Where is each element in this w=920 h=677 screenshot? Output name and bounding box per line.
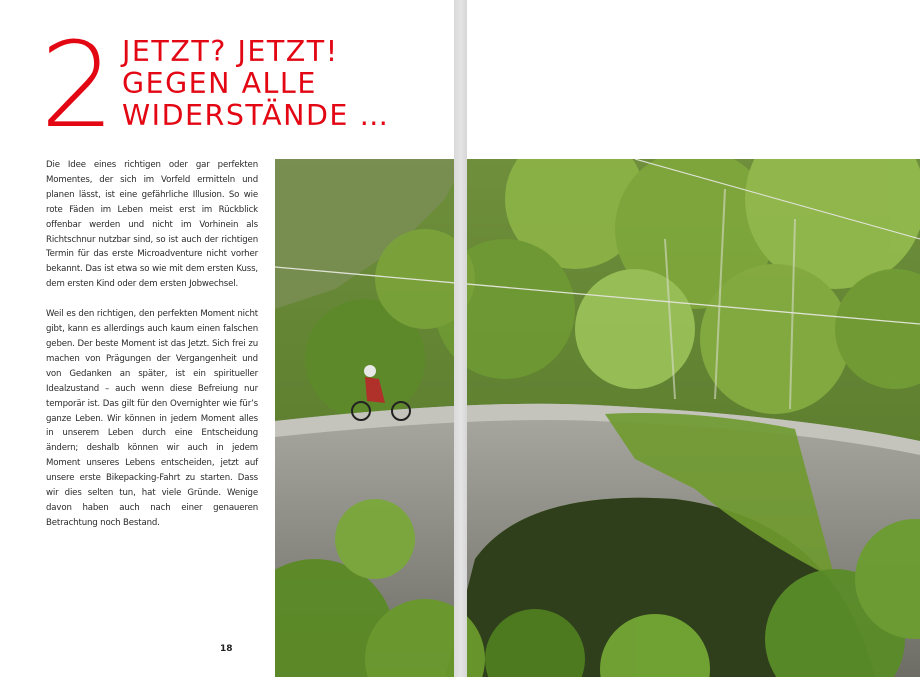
stone-bridge-photo	[275, 159, 920, 677]
body-text	[46, 158, 258, 546]
chapter-number: 2	[40, 16, 114, 154]
photo-illustration	[275, 159, 920, 677]
paragraph-2: Weil es den richtigen, den perfekten Moment nicht gibt, kann es allerdings auch kaum einen falschen geben. Der beste Moment ist das Jetzt. Sich frei zu machen von Prägungen der Vergangenheit und von Gedanken an später, ist ein spiritueller Idealzustand – auch wenn diese Befreiung nur temporär ist. Das gilt für den Overnighter wie für’s ganze Leben. Wir können in jedem Moment alles in unserem Leben durch eine Entscheidung ändern; deshalb können wir auch in jedem Moment unseres Lebens entscheiden, jetzt auf unsere erste Bikepacking-Fahrt zu starten. Dass wir dies selten tun, hat viele Gründe. Wenige davon haben auch nach einer genaueren Betrachtung noch Bestand.	[46, 309, 258, 528]
chapter-title-line-2: GEGEN ALLE	[122, 67, 317, 100]
page-gutter	[454, 0, 467, 677]
paragraph-1: Die Idee eines richtigen oder gar perfekten Momentes, der sich im Vorfeld ermitteln und planen lässt, ist eine gefährliche Illusion. So wie rote Fäden im Leben meist erst im Rückblick offenbar werden und nicht im Vorhinein als Richtschnur nutzbar sind, so ist auch der richtigen Termin für das erste Microadventure nicht vorher bekannt. Das ist etwa so wie mit dem ersten Kuss, dem ersten Kind oder dem ersten Jobwechsel.	[46, 160, 258, 290]
chapter-title-line-1: JETZT? JETZT!	[122, 35, 339, 68]
chapter-title-line-3: WIDERSTÄNDE …	[122, 99, 390, 132]
chapter-title	[122, 36, 389, 132]
page-number: 18	[220, 644, 233, 654]
